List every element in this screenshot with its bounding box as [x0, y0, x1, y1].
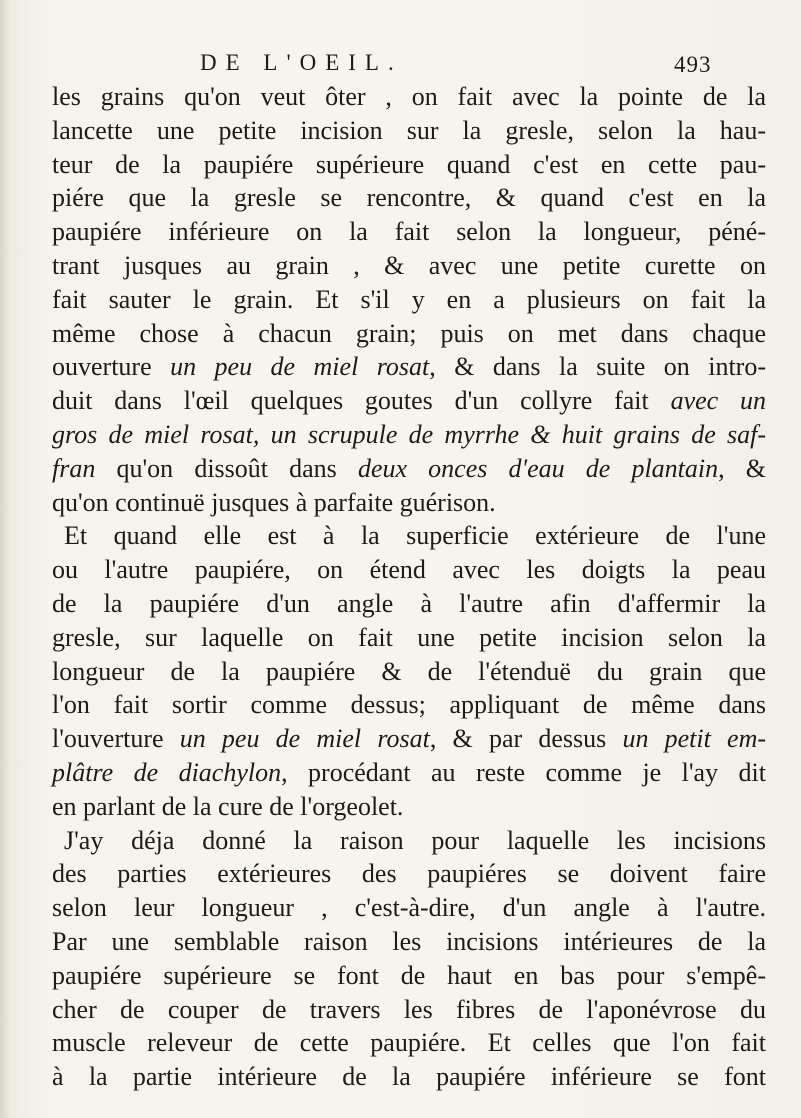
text-segment: ouverture — [52, 352, 171, 382]
text-segment: teur de la paupiére supérieure quand c'est en cette pau- — [52, 149, 766, 179]
text-line — [52, 959, 766, 993]
text-line — [52, 655, 766, 689]
text-line — [52, 249, 766, 283]
text-segment: qu'on continuë jusques à parfaite guérison. — [52, 487, 496, 517]
text-line — [52, 181, 766, 215]
text-segment: duit dans l'œil quelques goutes d'un collyre fait — [52, 386, 671, 416]
text-segment: de la paupiére d'un angle à l'autre afin d'affermir la — [52, 588, 766, 618]
running-title: DE L'OEIL. — [200, 50, 403, 75]
text-line — [52, 688, 766, 722]
text-line — [52, 756, 766, 790]
text-segment: l'ouverture — [52, 724, 180, 754]
text-line — [52, 1060, 766, 1094]
text-segment: Et quand elle est à la superficie extérieure de l'une — [64, 521, 766, 551]
text-segment: trant jusques au grain , & avec une petite curette on — [52, 250, 766, 280]
text-segment: cher de couper de travers les fibres de l'aponévrose du — [52, 994, 766, 1024]
text-line — [52, 925, 766, 959]
italic-text-segment: gros de miel rosat, un scrupule de myrrhe & huit grains de saf- — [52, 419, 766, 449]
text-line — [52, 317, 766, 351]
text-line — [52, 553, 766, 587]
text-line — [52, 215, 766, 249]
text-line — [52, 790, 766, 824]
text-segment: longueur de la paupiére & de l'étenduë du grain que — [52, 656, 766, 686]
text-segment: paupiére inférieure on la fait selon la longueur, péné- — [52, 217, 766, 247]
text-segment: muscle releveur de cette paupiére. Et celles que l'on fait — [52, 1028, 766, 1058]
text-line — [52, 857, 766, 891]
text-line — [52, 587, 766, 621]
page-number: 493 — [674, 52, 712, 77]
text-segment: , & dans la suite on intro- — [429, 352, 767, 382]
italic-text-segment: plâtre de diachylon — [52, 757, 282, 787]
italic-text-segment: deux onces d'eau de plantain — [357, 453, 719, 483]
text-line — [52, 722, 766, 756]
text-segment: même chose à chacun grain; puis on met dans chaque — [52, 318, 766, 348]
text-segment: fait sauter le grain. Et s'il y en a plusieurs on fait la — [52, 284, 766, 314]
text-segment: lancette une petite incision sur la gresle, selon la hau- — [52, 115, 766, 145]
text-segment: à la partie intérieure de la paupiére inférieure se font — [52, 1062, 766, 1092]
text-segment: , & — [718, 453, 766, 483]
text-segment: , procédant au reste comme je l'ay dit — [281, 757, 766, 787]
text-line — [52, 114, 766, 148]
text-line — [52, 824, 766, 858]
text-segment: qu'on dissoût dans — [95, 453, 358, 483]
text-line — [52, 384, 766, 418]
text-segment: ou l'autre paupiére, on étend avec les doigts la peau — [52, 555, 766, 585]
page-gutter-shadow — [0, 0, 10, 1118]
italic-text-segment: un peu de miel rosat — [179, 724, 430, 754]
text-line — [52, 993, 766, 1027]
text-segment: paupiére supérieure se font de haut en bas pour s'empê- — [52, 960, 766, 990]
text-segment: Par une semblable raison les incisions intérieures de la — [52, 926, 766, 956]
text-line — [52, 519, 766, 553]
italic-text-segment: un petit em- — [622, 724, 767, 754]
text-segment: , & par dessus — [429, 724, 623, 754]
text-segment: J'ay déja donné la raison pour laquelle les incisions — [64, 825, 766, 855]
italic-text-segment: un peu de miel rosat — [170, 352, 430, 382]
running-head — [200, 44, 800, 80]
text-segment: les grains qu'on veut ôter , on fait avec la pointe de la — [52, 82, 766, 111]
text-line — [52, 148, 766, 182]
text-line — [52, 350, 766, 384]
text-segment: en parlant de la cure de l'orgeolet. — [52, 791, 404, 821]
text-segment: piére que la gresle se rencontre, & quand c'est en la — [52, 183, 766, 213]
text-segment: selon leur longueur , c'est-à-dire, d'un angle à l'autre. — [52, 893, 766, 923]
text-segment: des parties extérieures des paupiéres se doivent faire — [52, 859, 766, 889]
text-line — [52, 891, 766, 925]
body-text — [52, 80, 766, 1094]
text-segment: l'on fait sortir comme dessus; appliquant de même dans — [52, 690, 766, 720]
text-line — [52, 80, 766, 114]
text-line — [52, 1026, 766, 1060]
text-line — [52, 283, 766, 317]
italic-text-segment: fran — [52, 453, 96, 483]
text-line — [52, 418, 766, 452]
text-line — [52, 486, 766, 520]
italic-text-segment: avec un — [670, 386, 766, 416]
text-line — [52, 621, 766, 655]
text-segment: gresle, sur laquelle on fait une petite incision selon la — [52, 622, 766, 652]
text-line — [52, 452, 766, 486]
